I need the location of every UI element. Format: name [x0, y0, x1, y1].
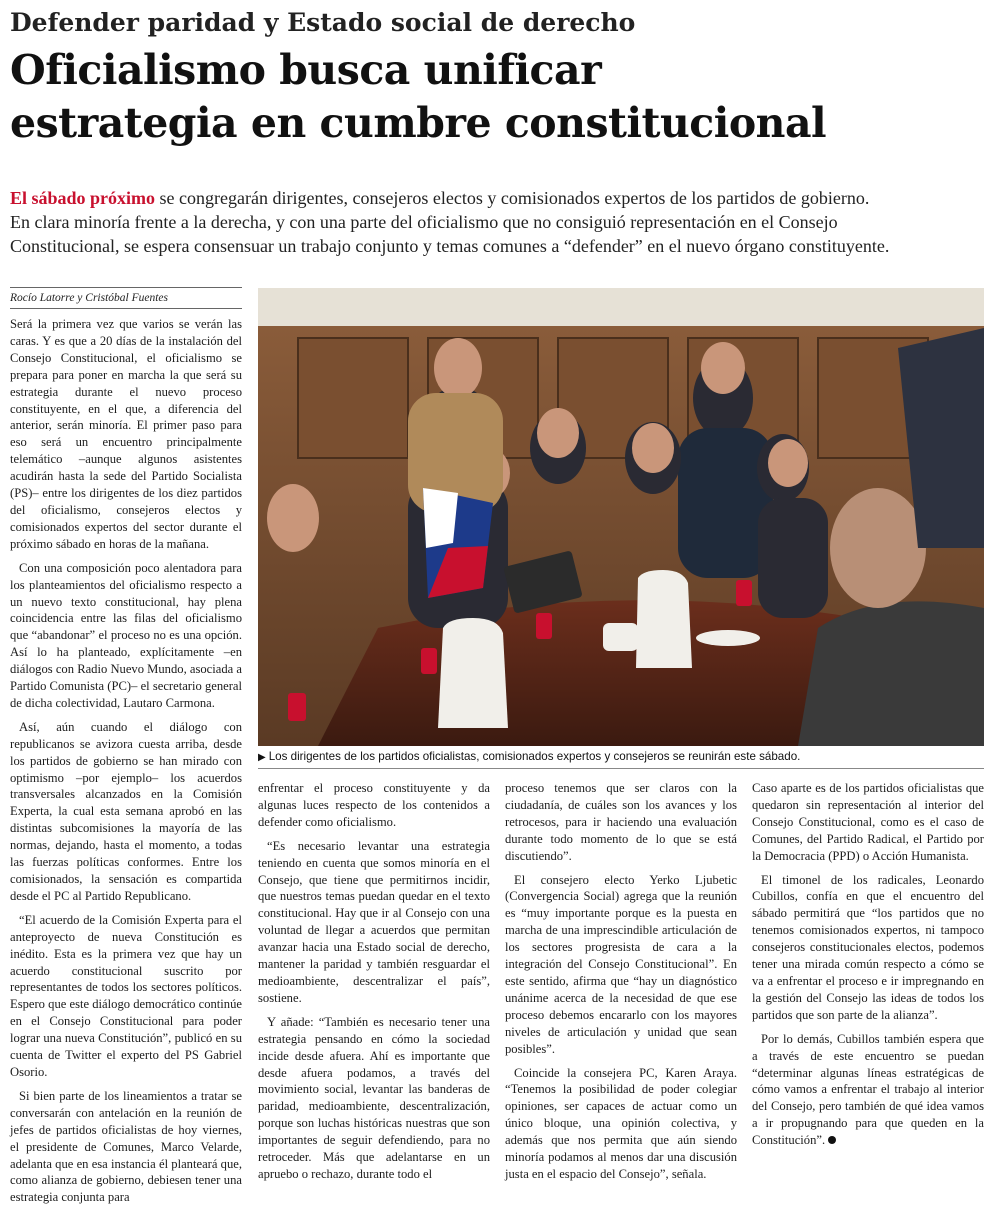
article-end-mark-icon: [828, 1136, 836, 1144]
photo-caption: [258, 750, 984, 765]
article-paragraph: Caso aparte es de los partidos oficialistas que quedaron sin representación al interior del Consejo Constitucional, como es el caso de Comunes, del Partido Radical, el Partido por la Democracia (PPD) o Acción Humanista.: [752, 781, 984, 863]
article-paragraph: enfrentar el proceso constituyente y da algunas luces respecto de los contenidos a defender como oficialismo.: [258, 781, 490, 829]
photo-caption-text: Los dirigentes de los partidos oficialistas, comisionados expertos y consejeros se reunirán este sábado.: [268, 750, 801, 763]
column-1: [10, 316, 242, 1206]
byline-rule-bottom: [10, 308, 242, 309]
column-2: [258, 780, 490, 1183]
lede-line-2: En clara minoría frente a la derecha, y con una parte del oficialismo que no consiguió representación en el Consejo: [10, 212, 838, 232]
byline: Rocío Latorre y Cristóbal Fuentes: [10, 292, 169, 304]
article-paragraph: proceso tenemos que ser claros con la ciudadanía, de cuáles son los avances y los retrocesos, para ir haciendo una evaluación durante todo momento de lo que se está discutiendo”.: [505, 781, 737, 863]
article-paragraph: El consejero electo Yerko Ljubetic (Convergencia Social) agrega que la reunión es “muy importante porque es la puesta en marcha de una imprescindible articulación de los sectores progresista de cara a la integración del Consejo Constitucional”. En este sentido, afirma que “hay un diagnóstico unánime acerca de la necesidad de que ese proceso debemos encararlo con los mayores niveles de articulación y unidad que sean posibles”.: [505, 872, 737, 1056]
lede-accent: El sábado próximo: [10, 188, 156, 208]
article-paragraph: Coincide la consejera PC, Karen Araya. “Tenemos la posibilidad de poder colegiar opiniones, ser capaces de actuar como un único bloque, una opinión colectiva, y además que nos permita que aún siendo minoría podamos al menos dar una discusión justa en el espacio del Consejo”, señala.: [505, 1065, 737, 1181]
article-paragraph: Así, aún cuando el diálogo con republicanos se avizora cuesta arriba, desde los partidos de gobierno se han mirado con optimismo –por ejemplo– los acuerdos transversales alcanzados en la Comisión Experta, la cual esta semana aprobó en las distintas subcomisiones la mayoría de las normas, dejando, hasta el momento, a todas las fuerzas políticas conformes. Entre los comisionados, la sensación es compartida desde el PC al Partido Republicano.: [10, 719, 242, 903]
meeting-photo-illustration: [258, 288, 984, 746]
column-4: [752, 780, 984, 1149]
article-paragraph: Y añade: “También es necesario tener una estrategia pensando en cómo la sociedad incide desde afuera. Ahí es importante que desde afuera podamos, a través del movimiento social, levantar las banderas de paridad, medioambiente, descentralización, porque son luchas históricas nuestras que son importantes de seguir defendiendo, para no retroceder. Más que adelantarse en un apruebo o rechazo, durante todo el: [258, 1014, 490, 1181]
article-kicker: Defender paridad y Estado social de derecho: [10, 8, 636, 37]
article-paragraph: “Es necesario levantar una estrategia teniendo en cuenta que somos minoría en el Consejo, que tiene que permitirnos incidir, que nuestros temas puedan quedar en el texto constitucional. Hay que ir al Consejo con una voluntad de llegar a acuerdos que permitan avanzar hacia una Estado social de derecho, mantener la paridad y también resguardar el medioambiente, descentralizar el país”, sostiene.: [258, 838, 490, 1005]
lede-line-1-rest: se congregarán dirigentes, consejeros electos y comisionados expertos de los partidos de gobierno.: [155, 188, 870, 208]
article-paragraph: Si bien parte de los lineamientos a tratar se conversarán con antelación en la reunión de jefes de partidos oficialistas de hoy viernes, el presidente de Comunes, Marco Velarde, adelanta que en esa instancia él planteará que, como alianza de gobierno, debiesen tener una estrategia conjunta para: [10, 1088, 242, 1205]
article-paragraph: Será la primera vez que varios se verán las caras. Y es que a 20 días de la instalación del Consejo Constitucional, el oficialismo se prepara para poner en marcha la que será su estrategia durante el nuevo proceso constituyente, en el que, a diferencia del anterior, serán minoría. El primer paso para eso será un encuentro principalmente telemático –aunque algunos asistentes acudirán hasta la sede del Partido Socialista (PS)– entre los dirigentes de los diez partidos del oficialismo, consejeros electos y comisionados expertos del sector durante el próximo sábado en horas de la mañana.: [10, 317, 242, 551]
article-paragraph: El timonel de los radicales, Leonardo Cubillos, confía en que el encuentro del sábado permitirá que “los partidos que no tenemos comisionados expertos, ni tampoco consejeros constitucionales electos, podemos tener una mirada común respecto a cómo se va a enfrentar el proceso e ir impregnando en la gestión del Consejo las ideas de todos los partidos que son parte de la alianza”.: [752, 872, 984, 1022]
column-3: [505, 780, 737, 1183]
caption-rule: [258, 768, 984, 769]
article-headline: [10, 44, 990, 150]
lede-line-1: [10, 186, 990, 210]
headline-line-1: Oficialismo busca unificar: [10, 46, 602, 94]
caption-arrow-icon: ▶: [258, 752, 266, 763]
lede-line-3: Constitucional, se espera consensuar un trabajo conjunto y temas comunes a “defender” en el nuevo órgano constituyente.: [10, 236, 890, 256]
byline-rule-top: [10, 287, 242, 288]
article-paragraph: “El acuerdo de la Comisión Experta para el anteproyecto de nueva Constitución es inédito. Esta es la primera vez que hay un acuerdo constitucional suscrito por representantes de todos los sectores políticos. Espero que este diálogo democrático continúe en el Consejo Constitucional para poder lograr una nueva Constitución”, publicó en su cuenta de Twitter el experto del PS Gabriel Osorio.: [10, 912, 242, 1079]
article-photo: [258, 288, 984, 746]
article-paragraph: Con una composición poco alentadora para los planteamientos del oficialismo respecto a un nuevo texto constitucional, hay plena coincidencia entre las filas del oficialismo que “abandonar” el proceso no es una opción. Así lo ha planteado, explícitamente –en diálogos con Radio Nuevo Mundo, asociada a Partido Comunista (PC)– el secretario general de dicha colectividad, Lautaro Carmona.: [10, 560, 242, 710]
headline-line-2: estrategia en cumbre constitucional: [10, 99, 827, 147]
article-paragraph: Por lo demás, Cubillos también espera que a través de este encuentro se puedan “determinar algunas líneas estratégicas de cómo vamos a enfrentar el trabajo al interior del Consejo, pero también de qué idea vamos a ir propugnando para que queden en la Constitución”.: [752, 1031, 984, 1148]
article-lede: [10, 186, 990, 258]
